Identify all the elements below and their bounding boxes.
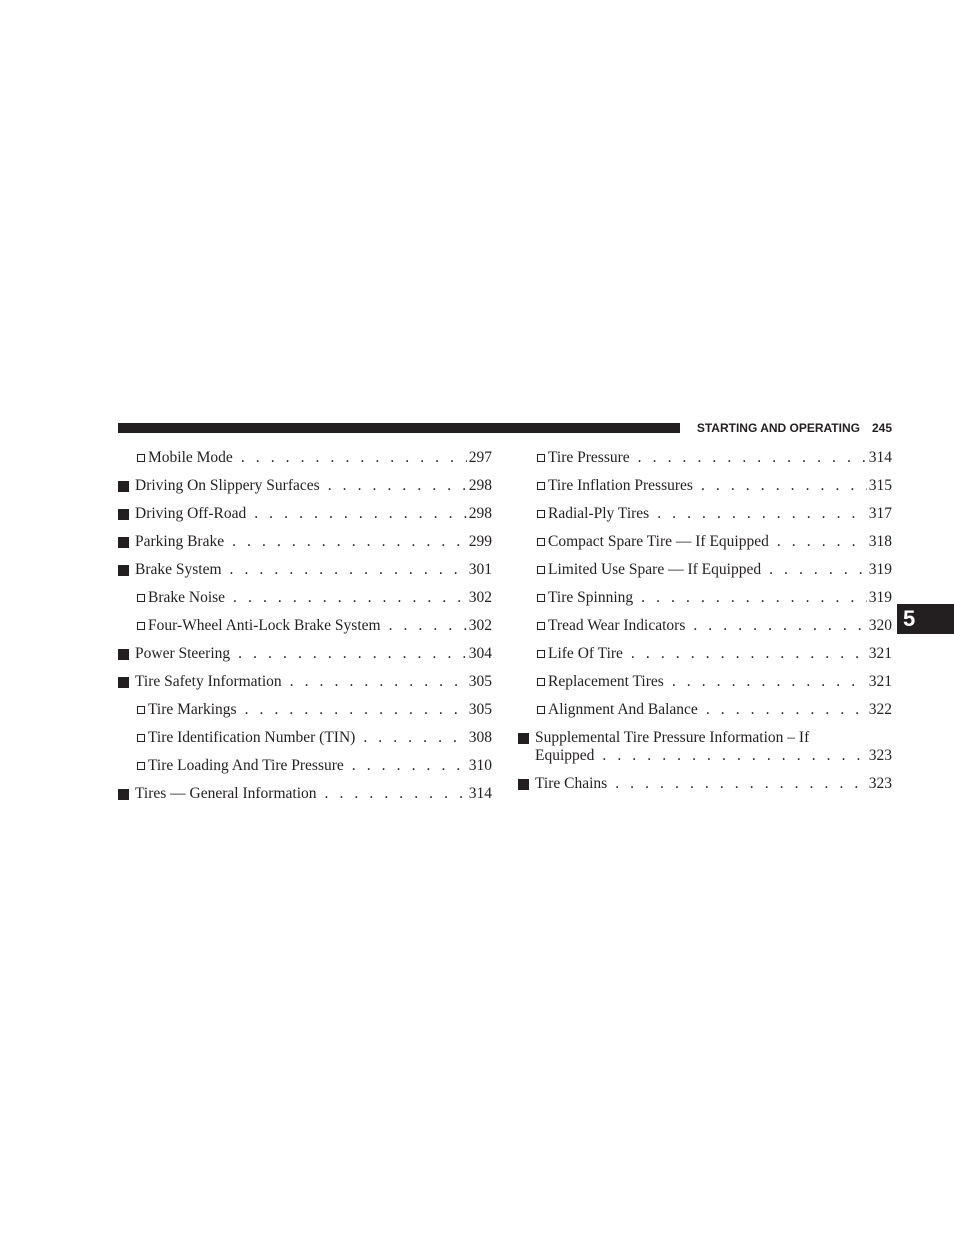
toc-entry-title: Replacement Tires xyxy=(548,673,664,690)
toc-entry-four-wheel-anti-lock-brake-system[interactable] xyxy=(118,614,492,642)
open-square-bullet-icon xyxy=(137,622,145,630)
dot-leader xyxy=(631,642,867,666)
toc-entry-title: Tires — General Information xyxy=(135,785,317,802)
dot-leader xyxy=(233,586,467,610)
toc-entry-page: 315 xyxy=(868,477,892,494)
filled-square-bullet-icon xyxy=(118,481,129,492)
toc-entry-title: Life Of Tire xyxy=(548,645,623,662)
toc-entry-title: Mobile Mode xyxy=(148,449,233,466)
toc-entry-brake-system[interactable] xyxy=(118,558,492,586)
dot-leader xyxy=(232,530,467,554)
toc-entry-page: 301 xyxy=(468,561,492,578)
toc-entry-page: 305 xyxy=(468,701,492,718)
toc-entry-page: 298 xyxy=(468,477,492,494)
toc-entry-tires-general-information[interactable] xyxy=(118,782,492,810)
toc-entry-title: Brake System xyxy=(135,561,222,578)
filled-square-bullet-icon xyxy=(118,789,129,800)
toc-entry-replacement-tires[interactable] xyxy=(518,670,892,698)
open-square-bullet-icon xyxy=(537,622,545,630)
toc-entry-page: 322 xyxy=(868,701,892,718)
toc-entry-power-steering[interactable] xyxy=(118,642,492,670)
toc-entry-title: Driving On Slippery Surfaces xyxy=(135,477,320,494)
open-square-bullet-icon xyxy=(537,538,545,546)
open-square-bullet-icon xyxy=(537,566,545,574)
filled-square-bullet-icon xyxy=(118,509,129,520)
open-square-bullet-icon xyxy=(537,706,545,714)
dot-leader xyxy=(254,502,467,526)
toc-entry-tire-markings[interactable] xyxy=(118,698,492,726)
toc-entry-title: Tire Safety Information xyxy=(135,673,282,690)
dot-leader xyxy=(389,614,467,638)
open-square-bullet-icon xyxy=(537,650,545,658)
toc-entry-page: 302 xyxy=(468,589,492,606)
toc-left-column xyxy=(118,446,492,810)
dot-leader xyxy=(230,558,467,582)
toc-entry-tire-safety-information[interactable] xyxy=(118,670,492,698)
open-square-bullet-icon xyxy=(137,454,145,462)
running-header xyxy=(680,421,892,435)
toc-entry-supplemental-tire-pressure-information[interactable] xyxy=(518,726,892,772)
toc-right-column xyxy=(518,446,892,800)
dot-leader xyxy=(241,446,467,470)
toc-entry-limited-use-spare[interactable] xyxy=(518,558,892,586)
toc-entry-page: 317 xyxy=(868,505,892,522)
toc-entry-title: Tire Loading And Tire Pressure xyxy=(148,757,344,774)
toc-entry-title: Compact Spare Tire — If Equipped xyxy=(548,533,769,550)
dot-leader xyxy=(615,772,867,796)
toc-entry-parking-brake[interactable] xyxy=(118,530,492,558)
section-title: STARTING AND OPERATING xyxy=(696,421,860,435)
toc-entry-page: 314 xyxy=(468,785,492,802)
toc-entry-title-continued: Equipped xyxy=(535,747,595,764)
toc-entry-title: Tread Wear Indicators xyxy=(548,617,686,634)
toc-entry-page: 297 xyxy=(468,449,492,466)
dot-leader xyxy=(657,502,867,526)
toc-entry-title: Driving Off-Road xyxy=(135,505,247,522)
toc-entry-tread-wear-indicators[interactable] xyxy=(518,614,892,642)
toc-entry-page: 305 xyxy=(468,673,492,690)
dot-leader xyxy=(641,586,867,610)
toc-entry-page: 310 xyxy=(468,757,492,774)
toc-entry-driving-off-road[interactable] xyxy=(118,502,492,530)
toc-entry-title: Alignment And Balance xyxy=(548,701,698,718)
toc-entry-title: Power Steering xyxy=(135,645,231,662)
toc-entry-page: 321 xyxy=(868,645,892,662)
dot-leader xyxy=(638,446,867,470)
dot-leader xyxy=(777,530,867,554)
toc-entry-tire-identification-number[interactable] xyxy=(118,726,492,754)
open-square-bullet-icon xyxy=(137,706,145,714)
filled-square-bullet-icon xyxy=(118,537,129,548)
toc-entry-title: Tire Markings xyxy=(148,701,237,718)
toc-entry-title: Tire Chains xyxy=(535,775,608,792)
page-number: 245 xyxy=(871,421,892,435)
toc-entry-page: 323 xyxy=(868,747,892,764)
toc-entry-title: Tire Pressure xyxy=(548,449,630,466)
toc-entry-radial-ply-tires[interactable] xyxy=(518,502,892,530)
dot-leader xyxy=(363,726,466,750)
open-square-bullet-icon xyxy=(137,762,145,770)
dot-leader xyxy=(769,558,867,582)
dot-leader xyxy=(325,782,467,806)
open-square-bullet-icon xyxy=(537,678,545,686)
dot-leader xyxy=(352,754,467,778)
toc-entry-page: 318 xyxy=(868,533,892,550)
chapter-tab: 5 xyxy=(897,604,954,634)
open-square-bullet-icon xyxy=(537,510,545,518)
toc-entry-title: Four-Wheel Anti-Lock Brake System xyxy=(148,617,381,634)
toc-entry-page: 298 xyxy=(468,505,492,522)
open-square-bullet-icon xyxy=(537,594,545,602)
toc-entry-page: 308 xyxy=(468,729,492,746)
open-square-bullet-icon xyxy=(537,454,545,462)
toc-entry-title: Tire Inflation Pressures xyxy=(548,477,693,494)
toc-entry-title: Radial-Ply Tires xyxy=(548,505,650,522)
toc-entry-tire-loading-and-tire-pressure[interactable] xyxy=(118,754,492,782)
filled-square-bullet-icon xyxy=(118,649,129,660)
dot-leader xyxy=(245,698,467,722)
toc-entry-tire-chains[interactable] xyxy=(518,772,892,800)
open-square-bullet-icon xyxy=(537,482,545,490)
toc-entry-tire-inflation-pressures[interactable] xyxy=(518,474,892,502)
toc-entry-brake-noise[interactable] xyxy=(118,586,492,614)
dot-leader xyxy=(238,642,467,666)
toc-entry-title: Tire Identification Number (TIN) xyxy=(148,729,356,746)
filled-square-bullet-icon xyxy=(518,779,529,790)
dot-leader xyxy=(290,670,467,694)
toc-entry-page: 319 xyxy=(868,561,892,578)
toc-entry-life-of-tire[interactable] xyxy=(518,642,892,670)
dot-leader xyxy=(706,698,867,722)
toc-entry-mobile-mode[interactable] xyxy=(118,446,492,474)
toc-entry-driving-on-slippery-surfaces[interactable] xyxy=(118,474,492,502)
toc-entry-title: Tire Spinning xyxy=(548,589,634,606)
toc-entry-tire-pressure[interactable] xyxy=(518,446,892,474)
filled-square-bullet-icon xyxy=(118,565,129,576)
open-square-bullet-icon xyxy=(137,594,145,602)
toc-entry-page: 320 xyxy=(868,617,892,634)
toc-entry-tire-spinning[interactable] xyxy=(518,586,892,614)
toc-entry-title: Brake Noise xyxy=(148,589,226,606)
toc-entry-title: Limited Use Spare — If Equipped xyxy=(548,561,762,578)
toc-entry-page: 299 xyxy=(468,533,492,550)
filled-square-bullet-icon xyxy=(518,733,529,744)
toc-entry-page: 319 xyxy=(868,589,892,606)
dot-leader xyxy=(602,744,866,768)
filled-square-bullet-icon xyxy=(118,677,129,688)
toc-entry-title: Supplemental Tire Pressure Information – If xyxy=(535,729,810,746)
dot-leader xyxy=(701,474,867,498)
dot-leader xyxy=(672,670,867,694)
toc-entry-page: 323 xyxy=(868,775,892,792)
dot-leader xyxy=(693,614,866,638)
dot-leader xyxy=(328,474,467,498)
toc-entry-page: 302 xyxy=(468,617,492,634)
toc-entry-title: Parking Brake xyxy=(135,533,225,550)
toc-entry-alignment-and-balance[interactable] xyxy=(518,698,892,726)
toc-entry-page: 304 xyxy=(468,645,492,662)
toc-entry-page: 321 xyxy=(868,673,892,690)
toc-entry-compact-spare-tire[interactable] xyxy=(518,530,892,558)
open-square-bullet-icon xyxy=(137,734,145,742)
toc-entry-page: 314 xyxy=(868,449,892,466)
header-rule xyxy=(118,423,680,433)
